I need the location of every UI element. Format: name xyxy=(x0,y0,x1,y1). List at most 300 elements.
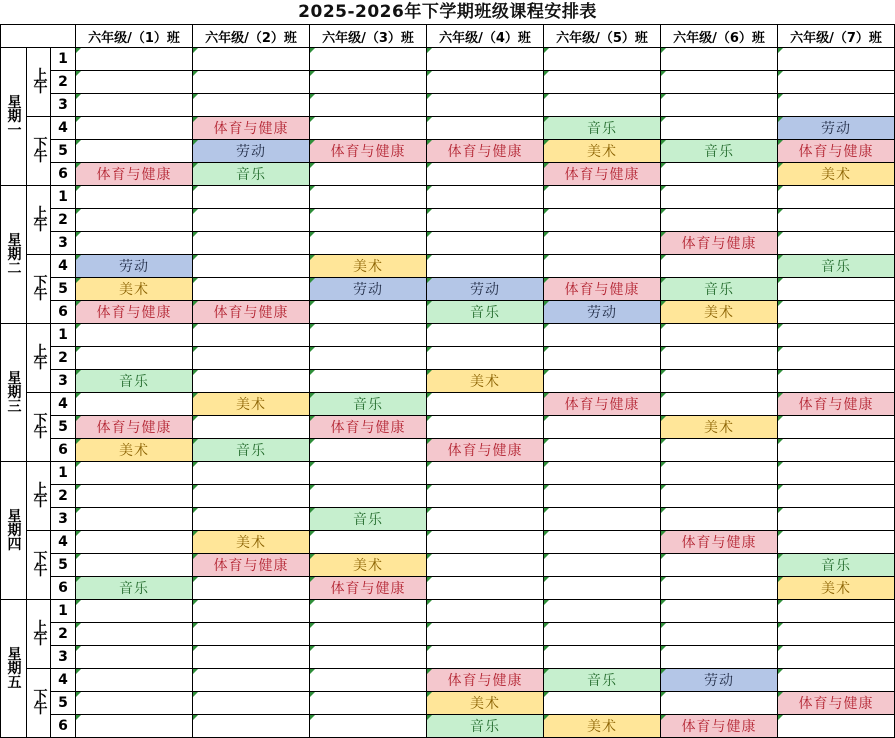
schedule-cell[interactable]: 美术 xyxy=(778,163,895,186)
table-row xyxy=(1,692,895,715)
schedule-cell[interactable]: 体育与健康 xyxy=(427,439,544,462)
lesson-number: 5 xyxy=(51,692,76,715)
schedule-cell[interactable] xyxy=(661,48,778,71)
schedule-cell[interactable] xyxy=(544,370,661,393)
lesson-number: 3 xyxy=(51,94,76,117)
period-text: 上午 xyxy=(33,620,48,648)
schedule-cell[interactable] xyxy=(427,48,544,71)
schedule-cell[interactable] xyxy=(778,94,895,117)
table-row xyxy=(1,324,895,347)
schedule-cell[interactable] xyxy=(76,669,193,692)
schedule-cell[interactable] xyxy=(193,232,310,255)
schedule-cell[interactable] xyxy=(193,347,310,370)
schedule-cell[interactable] xyxy=(310,324,427,347)
schedule-cell[interactable]: 体育与健康 xyxy=(193,554,310,577)
morning-label xyxy=(27,48,51,117)
table-row xyxy=(1,94,895,117)
lesson-number: 1 xyxy=(51,48,76,71)
schedule-cell[interactable] xyxy=(76,48,193,71)
lesson-number: 4 xyxy=(51,531,76,554)
schedule-cell[interactable] xyxy=(76,692,193,715)
schedule-cell[interactable]: 音乐 xyxy=(427,715,544,738)
schedule-cell[interactable] xyxy=(193,324,310,347)
schedule-cell[interactable] xyxy=(76,186,193,209)
schedule-cell[interactable] xyxy=(427,508,544,531)
schedule-cell[interactable] xyxy=(544,48,661,71)
schedule-cell[interactable] xyxy=(76,140,193,163)
schedule-cell[interactable] xyxy=(310,715,427,738)
schedule-cell[interactable] xyxy=(76,715,193,738)
morning-label xyxy=(27,324,51,393)
schedule-cell[interactable]: 音乐 xyxy=(544,117,661,140)
schedule-cell[interactable]: 体育与健康 xyxy=(661,531,778,554)
lesson-number: 6 xyxy=(51,301,76,324)
schedule-cell[interactable] xyxy=(661,117,778,140)
schedule-cell[interactable] xyxy=(193,669,310,692)
schedule-cell[interactable] xyxy=(661,554,778,577)
schedule-cell[interactable] xyxy=(427,255,544,278)
schedule-cell[interactable]: 美术 xyxy=(544,140,661,163)
class-column-header[interactable]: 六年级/（6）班 xyxy=(661,25,778,48)
schedule-cell[interactable] xyxy=(544,531,661,554)
schedule-cell[interactable] xyxy=(778,669,895,692)
schedule-cell[interactable] xyxy=(544,416,661,439)
schedule-cell[interactable] xyxy=(76,508,193,531)
schedule-cell[interactable] xyxy=(661,508,778,531)
morning-label xyxy=(27,186,51,255)
schedule-cell[interactable]: 体育与健康 xyxy=(76,301,193,324)
schedule-cell[interactable] xyxy=(778,462,895,485)
schedule-cell[interactable] xyxy=(427,324,544,347)
schedule-cell[interactable] xyxy=(778,324,895,347)
schedule-cell[interactable]: 美术 xyxy=(427,370,544,393)
schedule-cell[interactable] xyxy=(661,163,778,186)
schedule-cell[interactable]: 体育与健康 xyxy=(778,692,895,715)
schedule-cell[interactable] xyxy=(310,209,427,232)
table-row xyxy=(1,439,895,462)
table-row xyxy=(1,416,895,439)
schedule-cell[interactable] xyxy=(310,94,427,117)
schedule-cell[interactable] xyxy=(427,209,544,232)
schedule-cell[interactable]: 音乐 xyxy=(778,255,895,278)
schedule-cell[interactable] xyxy=(661,462,778,485)
schedule-cell[interactable]: 劳动 xyxy=(427,278,544,301)
schedule-cell[interactable]: 体育与健康 xyxy=(76,416,193,439)
table-row xyxy=(1,462,895,485)
schedule-cell[interactable] xyxy=(193,462,310,485)
weekday-label xyxy=(1,186,27,324)
table-row xyxy=(1,301,895,324)
schedule-cell[interactable] xyxy=(778,646,895,669)
schedule-cell[interactable] xyxy=(193,186,310,209)
schedule-cell[interactable] xyxy=(544,94,661,117)
schedule-cell[interactable] xyxy=(76,393,193,416)
schedule-cell[interactable] xyxy=(661,692,778,715)
schedule-cell[interactable]: 体育与健康 xyxy=(427,140,544,163)
table-row xyxy=(1,393,895,416)
schedule-cell[interactable] xyxy=(427,94,544,117)
period-text: 下午 xyxy=(33,689,48,717)
schedule-cell[interactable] xyxy=(310,301,427,324)
schedule-cell[interactable] xyxy=(427,462,544,485)
morning-label xyxy=(27,462,51,531)
table-row xyxy=(1,232,895,255)
schedule-cell[interactable] xyxy=(76,117,193,140)
schedule-cell[interactable] xyxy=(76,554,193,577)
schedule-cell[interactable]: 美术 xyxy=(427,692,544,715)
schedule-cell[interactable] xyxy=(76,94,193,117)
schedule-cell[interactable]: 音乐 xyxy=(661,140,778,163)
schedule-cell[interactable] xyxy=(310,485,427,508)
schedule-cell[interactable] xyxy=(76,623,193,646)
schedule-cell[interactable] xyxy=(778,370,895,393)
lesson-number: 2 xyxy=(51,209,76,232)
schedule-cell[interactable] xyxy=(661,255,778,278)
class-column-header[interactable]: 六年级/（2）班 xyxy=(193,25,310,48)
schedule-cell[interactable] xyxy=(76,324,193,347)
schedule-cell[interactable] xyxy=(76,347,193,370)
schedule-cell[interactable]: 美术 xyxy=(193,531,310,554)
lesson-number: 4 xyxy=(51,669,76,692)
schedule-cell[interactable] xyxy=(661,324,778,347)
schedule-cell[interactable]: 美术 xyxy=(778,577,895,600)
lesson-number: 5 xyxy=(51,278,76,301)
schedule-cell[interactable] xyxy=(193,209,310,232)
lesson-number: 3 xyxy=(51,646,76,669)
schedule-cell[interactable] xyxy=(661,623,778,646)
schedule-cell[interactable] xyxy=(544,485,661,508)
table-row xyxy=(1,117,895,140)
table-row xyxy=(1,646,895,669)
schedule-cell[interactable] xyxy=(544,347,661,370)
schedule-cell[interactable] xyxy=(310,163,427,186)
schedule-cell[interactable] xyxy=(661,577,778,600)
weekday-text: 星期三 xyxy=(7,370,22,415)
schedule-cell[interactable] xyxy=(76,462,193,485)
schedule-cell[interactable] xyxy=(661,439,778,462)
weekday-label xyxy=(1,324,27,462)
schedule-cell[interactable] xyxy=(661,94,778,117)
schedule-cell[interactable]: 音乐 xyxy=(193,439,310,462)
schedule-cell[interactable]: 音乐 xyxy=(778,554,895,577)
table-row xyxy=(1,209,895,232)
schedule-cell[interactable]: 体育与健康 xyxy=(193,301,310,324)
morning-label xyxy=(27,600,51,669)
schedule-cell[interactable] xyxy=(778,186,895,209)
schedule-cell[interactable]: 音乐 xyxy=(310,393,427,416)
schedule-cell[interactable] xyxy=(778,485,895,508)
table-row xyxy=(1,278,895,301)
schedule-cell[interactable] xyxy=(427,600,544,623)
schedule-cell[interactable] xyxy=(310,48,427,71)
schedule-cell[interactable]: 劳动 xyxy=(661,669,778,692)
sheet-title: 2025-2026年下学期班级课程安排表 xyxy=(298,2,597,22)
schedule-cell[interactable] xyxy=(193,646,310,669)
schedule-cell[interactable] xyxy=(193,370,310,393)
lesson-number: 5 xyxy=(51,140,76,163)
schedule-cell[interactable] xyxy=(778,439,895,462)
schedule-cell[interactable]: 美术 xyxy=(661,301,778,324)
schedule-cell[interactable]: 美术 xyxy=(76,439,193,462)
schedule-cell[interactable] xyxy=(310,439,427,462)
schedule-cell[interactable] xyxy=(661,485,778,508)
schedule-cell[interactable] xyxy=(778,278,895,301)
table-row xyxy=(1,508,895,531)
weekday-label xyxy=(1,600,27,738)
header-corner xyxy=(1,25,76,48)
schedule-cell[interactable] xyxy=(193,600,310,623)
schedule-cell[interactable] xyxy=(778,209,895,232)
schedule-cell[interactable] xyxy=(427,577,544,600)
schedule-cell[interactable] xyxy=(76,209,193,232)
class-column-header[interactable]: 六年级/（7）班 xyxy=(778,25,895,48)
schedule-cell[interactable]: 体育与健康 xyxy=(310,140,427,163)
lesson-number: 3 xyxy=(51,232,76,255)
table-row xyxy=(1,163,895,186)
schedule-cell[interactable] xyxy=(193,94,310,117)
schedule-cell[interactable]: 体育与健康 xyxy=(544,393,661,416)
schedule-cell[interactable] xyxy=(778,48,895,71)
schedule-cell[interactable]: 体育与健康 xyxy=(661,715,778,738)
period-text: 下午 xyxy=(33,137,48,165)
schedule-cell[interactable]: 音乐 xyxy=(661,278,778,301)
class-column-header[interactable]: 六年级/（3）班 xyxy=(310,25,427,48)
schedule-cell[interactable] xyxy=(427,347,544,370)
schedule-cell[interactable] xyxy=(76,531,193,554)
schedule-cell[interactable] xyxy=(544,232,661,255)
lesson-number: 6 xyxy=(51,715,76,738)
schedule-cell[interactable] xyxy=(778,347,895,370)
schedule-cell[interactable] xyxy=(310,531,427,554)
lesson-number: 1 xyxy=(51,186,76,209)
schedule-cell[interactable] xyxy=(427,623,544,646)
table-row xyxy=(1,370,895,393)
afternoon-label xyxy=(27,117,51,186)
schedule-cell[interactable]: 体育与健康 xyxy=(193,117,310,140)
schedule-cell[interactable] xyxy=(778,531,895,554)
schedule-body xyxy=(1,48,895,738)
schedule-cell[interactable] xyxy=(310,117,427,140)
lesson-number: 5 xyxy=(51,554,76,577)
schedule-cell[interactable] xyxy=(544,508,661,531)
lesson-number: 1 xyxy=(51,600,76,623)
period-text: 下午 xyxy=(33,551,48,579)
lesson-number: 3 xyxy=(51,508,76,531)
schedule-cell[interactable] xyxy=(310,232,427,255)
schedule-cell[interactable]: 体育与健康 xyxy=(544,163,661,186)
schedule-cell[interactable] xyxy=(544,439,661,462)
table-row xyxy=(1,554,895,577)
schedule-cell[interactable] xyxy=(427,416,544,439)
schedule-cell[interactable] xyxy=(427,485,544,508)
schedule-cell[interactable] xyxy=(193,623,310,646)
schedule-cell[interactable] xyxy=(310,600,427,623)
table-row xyxy=(1,140,895,163)
schedule-cell[interactable]: 劳动 xyxy=(778,117,895,140)
schedule-cell[interactable] xyxy=(544,600,661,623)
schedule-cell[interactable] xyxy=(778,715,895,738)
lesson-number: 6 xyxy=(51,439,76,462)
period-text: 下午 xyxy=(33,275,48,303)
schedule-cell[interactable] xyxy=(544,324,661,347)
lesson-number: 5 xyxy=(51,416,76,439)
schedule-cell[interactable] xyxy=(661,370,778,393)
schedule-cell[interactable] xyxy=(310,347,427,370)
schedule-cell[interactable] xyxy=(310,370,427,393)
table-row xyxy=(1,600,895,623)
schedule-cell[interactable] xyxy=(427,531,544,554)
schedule-cell[interactable] xyxy=(310,186,427,209)
schedule-cell[interactable] xyxy=(661,600,778,623)
lesson-number: 2 xyxy=(51,623,76,646)
schedule-cell[interactable] xyxy=(544,209,661,232)
schedule-cell[interactable] xyxy=(661,186,778,209)
schedule-cell[interactable] xyxy=(661,646,778,669)
schedule-cell[interactable] xyxy=(310,692,427,715)
schedule-cell[interactable] xyxy=(544,255,661,278)
table-row xyxy=(1,255,895,278)
afternoon-label xyxy=(27,255,51,324)
schedule-cell[interactable] xyxy=(427,117,544,140)
schedule-cell[interactable] xyxy=(193,485,310,508)
schedule-cell[interactable] xyxy=(544,71,661,94)
schedule-cell[interactable] xyxy=(193,278,310,301)
lesson-number: 4 xyxy=(51,393,76,416)
schedule-cell[interactable] xyxy=(193,71,310,94)
schedule-cell[interactable] xyxy=(427,71,544,94)
schedule-cell[interactable]: 体育与健康 xyxy=(76,163,193,186)
lesson-number: 4 xyxy=(51,117,76,140)
class-column-header[interactable]: 六年级/（4）班 xyxy=(427,25,544,48)
schedule-cell[interactable] xyxy=(310,669,427,692)
schedule-cell[interactable]: 劳动 xyxy=(193,140,310,163)
schedule-cell[interactable] xyxy=(544,623,661,646)
lesson-number: 1 xyxy=(51,462,76,485)
schedule-cell[interactable]: 体育与健康 xyxy=(661,232,778,255)
schedule-cell[interactable]: 体育与健康 xyxy=(544,278,661,301)
period-text: 上午 xyxy=(33,482,48,510)
schedule-cell[interactable] xyxy=(193,255,310,278)
lesson-number: 6 xyxy=(51,163,76,186)
schedule-cell[interactable] xyxy=(427,393,544,416)
schedule-cell[interactable] xyxy=(778,416,895,439)
period-text: 下午 xyxy=(33,413,48,441)
schedule-cell[interactable] xyxy=(310,623,427,646)
schedule-cell[interactable]: 体育与健康 xyxy=(778,140,895,163)
schedule-cell[interactable] xyxy=(193,715,310,738)
schedule-cell[interactable] xyxy=(778,301,895,324)
schedule-cell[interactable] xyxy=(778,623,895,646)
schedule-cell[interactable]: 音乐 xyxy=(193,163,310,186)
schedule-cell[interactable] xyxy=(544,186,661,209)
schedule-cell[interactable] xyxy=(661,209,778,232)
schedule-cell[interactable] xyxy=(778,600,895,623)
lesson-number: 1 xyxy=(51,324,76,347)
schedule-cell[interactable]: 劳动 xyxy=(76,255,193,278)
schedule-cell[interactable]: 音乐 xyxy=(76,577,193,600)
schedule-cell[interactable]: 体育与健康 xyxy=(310,416,427,439)
class-column-header[interactable]: 六年级/（5）班 xyxy=(544,25,661,48)
schedule-cell[interactable] xyxy=(427,232,544,255)
schedule-cell[interactable] xyxy=(427,646,544,669)
schedule-cell[interactable] xyxy=(193,577,310,600)
schedule-cell[interactable] xyxy=(76,600,193,623)
schedule-cell[interactable]: 美术 xyxy=(661,416,778,439)
afternoon-label xyxy=(27,531,51,600)
schedule-cell[interactable] xyxy=(544,692,661,715)
schedule-cell[interactable]: 美术 xyxy=(310,255,427,278)
schedule-cell[interactable] xyxy=(427,163,544,186)
schedule-cell[interactable] xyxy=(76,232,193,255)
table-row xyxy=(1,48,895,71)
schedule-cell[interactable] xyxy=(661,71,778,94)
schedule-cell[interactable] xyxy=(544,577,661,600)
period-text: 上午 xyxy=(33,68,48,96)
weekday-label xyxy=(1,462,27,600)
table-row xyxy=(1,485,895,508)
lesson-number: 2 xyxy=(51,485,76,508)
schedule-cell[interactable] xyxy=(778,71,895,94)
schedule-cell[interactable] xyxy=(193,692,310,715)
schedule-cell[interactable] xyxy=(427,186,544,209)
schedule-cell[interactable]: 体育与健康 xyxy=(310,577,427,600)
schedule-cell[interactable] xyxy=(76,485,193,508)
schedule-cell[interactable] xyxy=(661,347,778,370)
schedule-cell[interactable]: 体育与健康 xyxy=(427,669,544,692)
table-row xyxy=(1,71,895,94)
header-row xyxy=(1,25,895,48)
schedule-cell[interactable] xyxy=(76,71,193,94)
schedule-cell[interactable] xyxy=(661,393,778,416)
schedule-cell[interactable] xyxy=(544,462,661,485)
table-row xyxy=(1,715,895,738)
table-row xyxy=(1,186,895,209)
schedule-cell[interactable]: 体育与健康 xyxy=(778,393,895,416)
lesson-number: 3 xyxy=(51,370,76,393)
weekday-label xyxy=(1,48,27,186)
schedule-cell[interactable] xyxy=(310,71,427,94)
table-row xyxy=(1,347,895,370)
schedule-cell[interactable] xyxy=(76,646,193,669)
schedule-cell[interactable] xyxy=(544,646,661,669)
table-row xyxy=(1,669,895,692)
schedule-cell[interactable]: 音乐 xyxy=(544,669,661,692)
schedule-cell[interactable]: 美术 xyxy=(544,715,661,738)
schedule-cell[interactable]: 美术 xyxy=(193,393,310,416)
schedule-cell[interactable]: 音乐 xyxy=(310,508,427,531)
schedule-cell[interactable] xyxy=(778,508,895,531)
schedule-cell[interactable]: 劳动 xyxy=(310,278,427,301)
schedule-cell[interactable] xyxy=(310,646,427,669)
schedule-cell[interactable] xyxy=(427,554,544,577)
class-column-header[interactable]: 六年级/（1）班 xyxy=(76,25,193,48)
lesson-number: 2 xyxy=(51,71,76,94)
afternoon-label xyxy=(27,669,51,738)
schedule-cell[interactable] xyxy=(778,232,895,255)
table-row xyxy=(1,577,895,600)
schedule-cell[interactable] xyxy=(310,462,427,485)
afternoon-label xyxy=(27,393,51,462)
schedule-cell[interactable]: 劳动 xyxy=(544,301,661,324)
schedule-cell[interactable] xyxy=(193,416,310,439)
schedule-cell[interactable]: 音乐 xyxy=(76,370,193,393)
schedule-cell[interactable] xyxy=(193,508,310,531)
schedule-cell[interactable] xyxy=(544,554,661,577)
schedule-cell[interactable]: 美术 xyxy=(76,278,193,301)
schedule-cell[interactable]: 音乐 xyxy=(427,301,544,324)
schedule-cell[interactable] xyxy=(193,48,310,71)
schedule-cell[interactable]: 美术 xyxy=(310,554,427,577)
